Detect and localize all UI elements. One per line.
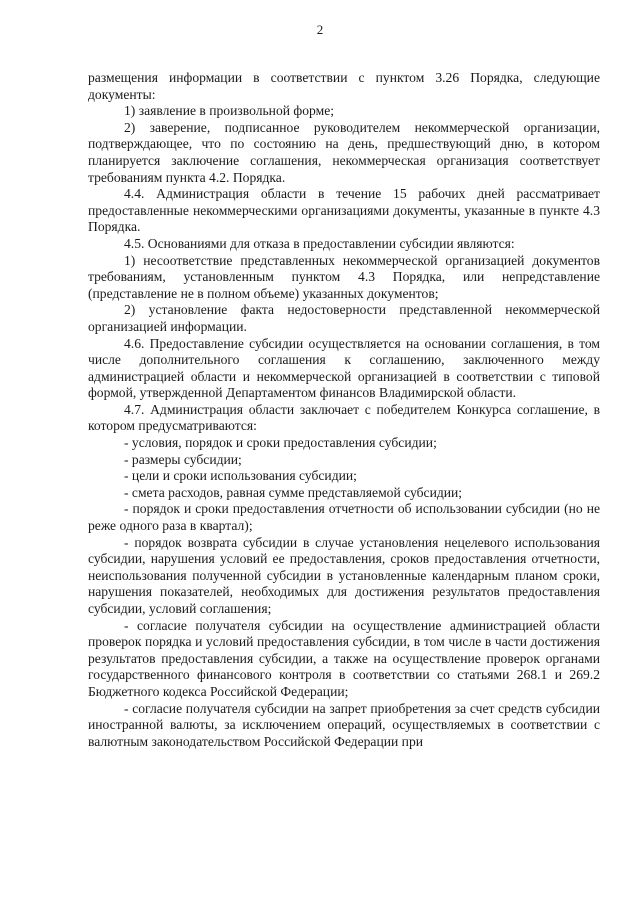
paragraph: 1) заявление в произвольной форме; [124,103,335,119]
paragraph: - условия, порядок и сроки предоставления субсидии; [124,435,437,451]
paragraph: 4.6. Предоставление субсидии осуществляется на основании соглашения, в том числе дополнительного соглашения к соглашению, заключенного между администрацией области и некоммерческой организацией в соответствии с типовой формой, утвержденной Департаментом финансов Владимирской области. [88,335,600,401]
paragraph: - согласие получателя субсидии на запрет приобретения за счет средств субсидии иностранной валюты, за исключением операций, осуществляемых в соответствии с валютным законодательством Российской Федерации при [88,700,600,749]
paragraph: - размеры субсидии; [124,451,242,467]
paragraph: 2) заверение, подписанное руководителем некоммерческой организации, подтверждающее, что по состоянию на день, предшествующий дню, в котором планируется заключение соглашения, некоммерческая организация соответствует требованиям пункта 4.2. Порядка. [88,119,600,185]
paragraph: 1) несоответствие представленных некоммерческой организацией документов требованиям, установленным пунктом 4.3 Порядка, или непредставление (представление не в полном объеме) указанных документов; [88,252,600,301]
paragraph: 4.7. Администрация области заключает с победителем Конкурса соглашение, в котором предусматриваются: [88,401,600,434]
paragraph: - порядок и сроки предоставления отчетности об использовании субсидии (но не реже одного раза в квартал); [88,501,600,534]
paragraph: - цели и сроки использования субсидии; [124,468,357,484]
paragraph: - порядок возврата субсидии в случае установления нецелевого использования субсидии, нарушения условий ее предоставления, сроков предоставления отчетности, неиспользования полученной субсидии в установленные календарным планом сроки, нарушения показателей, необходимых для достижения результатов предоставления субсидии, условий соглашения; [88,534,600,616]
paragraph: - согласие получателя субсидии на осуществление администрацией области проверок порядка и условий предоставления субсидии, в том числе в части достижения результатов предоставления субсидии, а также на осуществление проверок органами государственного финансового контроля в соответствии со статьями 268.1 и 269.2 Бюджетного кодекса Российской Федерации; [88,617,600,699]
paragraph: 4.5. Основаниями для отказа в предоставлении субсидии являются: [124,235,515,251]
paragraph: - смета расходов, равная сумме представляемой субсидии; [124,484,463,500]
paragraph: 4.4. Администрация области в течение 15 рабочих дней рассматривает предоставленные некоммерческими организациями документы, указанные в пункте 4.3 Порядка. [88,186,600,235]
page-number: 2 [316,22,324,37]
paragraph: размещения информации в соответствии с пунктом 3.26 Порядка, следующие документы: [88,70,600,102]
paragraph: 2) установление факта недостоверности представленной некоммерческой организацией информации. [88,302,600,334]
document-body [88,70,600,750]
